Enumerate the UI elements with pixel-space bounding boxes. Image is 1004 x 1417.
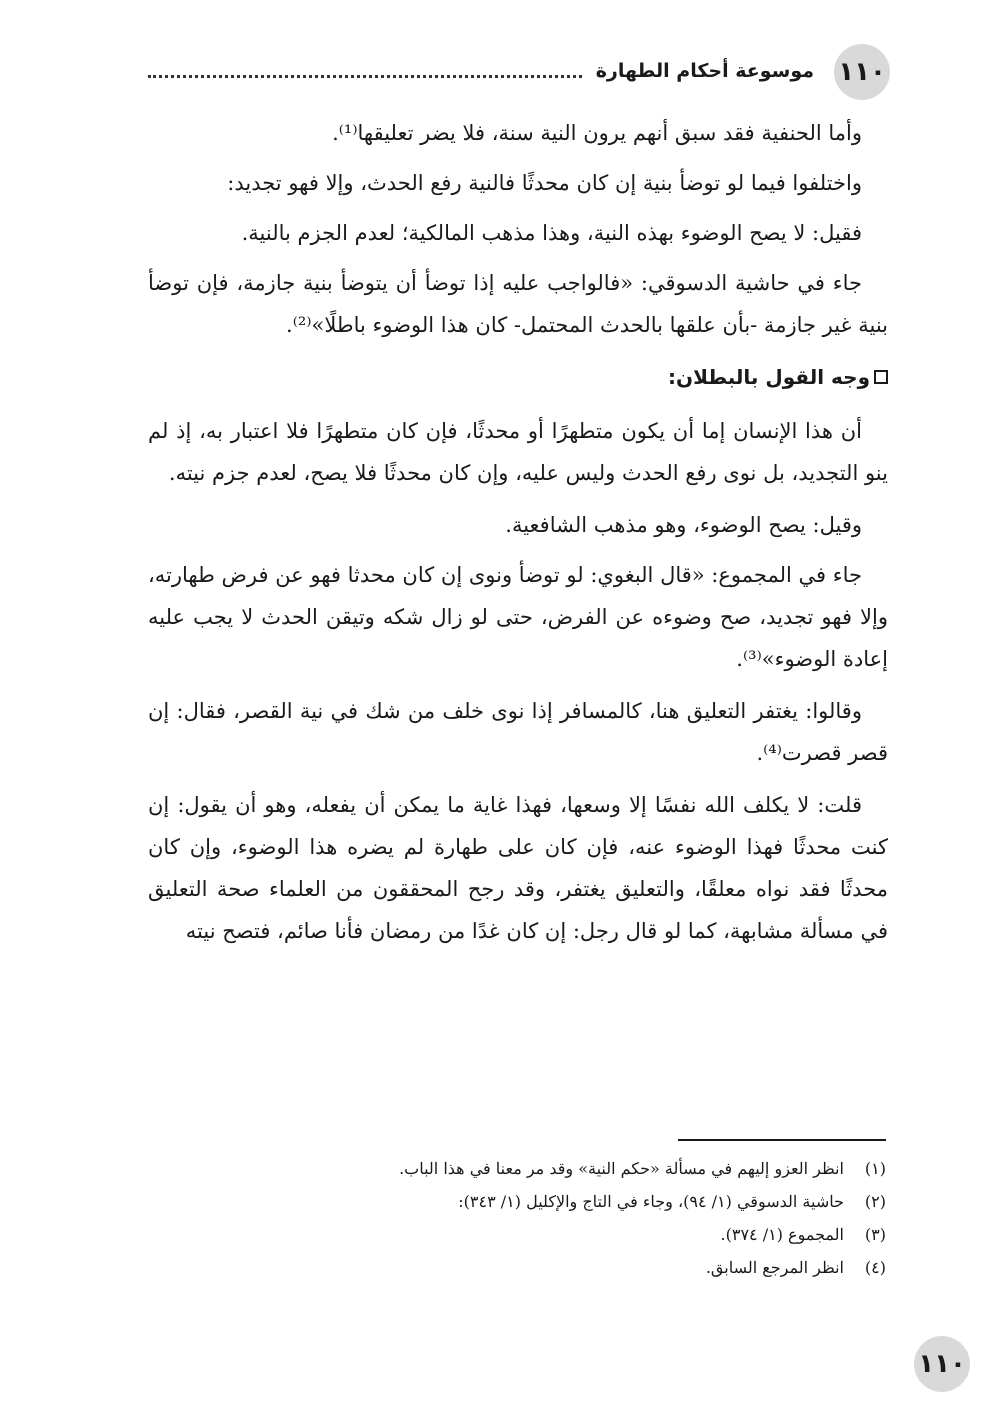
book-title: موسوعة أحكام الطهارة <box>595 60 814 82</box>
footnotes <box>300 1152 886 1284</box>
paragraph: جاء في المجموع: «قال البغوي: لو توضأ ونوى إن كان محدثا فهو عن فرض طهارته، وإلا فهو تجديد، صح وضوءه عن الفرض، حتى لو زال شكه وتيقن الحدث لا يجب عليه إعادة الوضوء»⁽³⁾. <box>148 563 888 671</box>
paragraph: فقيل: لا يصح الوضوء بهذه النية، وهذا مذهب المالكية؛ لعدم الجزم بالنية. <box>241 221 862 245</box>
footnote-text: انظر العزو إليهم في مسألة «حكم النية» وقد مر معنا في هذا الباب. <box>399 1159 844 1178</box>
footnote-number: (٣) <box>864 1225 886 1244</box>
footnote-text: المجموع (١/ ٣٧٤). <box>720 1225 844 1244</box>
paragraph: وأما الحنفية فقد سبق أنهم يرون النية سنة، فلا يضر تعليقها⁽¹⁾. <box>332 121 862 145</box>
footnote-number: (١) <box>864 1159 886 1178</box>
paragraph: وقيل: يصح الوضوء، وهو مذهب الشافعية. <box>505 513 862 537</box>
square-bullet-icon <box>874 370 888 384</box>
footnote-item <box>300 1251 886 1284</box>
section-heading-text: وجه القول بالبطلان: <box>668 365 870 389</box>
footnote-separator <box>678 1139 886 1141</box>
footnote-item <box>300 1152 886 1185</box>
footnote-number: (٢) <box>864 1192 886 1211</box>
paragraph: قلت: لا يكلف الله نفسًا إلا وسعها، فهذا غاية ما يمكن أن يفعله، وهو أن يقول: إن كنت محدثًا فهذا الوضوء عنه، فإن كان على طهارة لم يضره هذا الوضوء، وإن كان محدثًا فقد نواه معلقًا، والتعليق يغتفر، وقد رجح المحققون من العلماء صحة التعليق في مسألة مشابهة، كما لو قال رجل: إن كان غدًا من رمضان فأنا صائم، فتصح نيته <box>148 793 888 943</box>
footnote-item <box>300 1185 886 1218</box>
footnote-text: حاشية الدسوقي (١/ ٩٤)، وجاء في التاج والإكليل (١/ ٣٤٣): <box>458 1192 844 1211</box>
paragraph: أن هذا الإنسان إما أن يكون متطهرًا أو محدثًا، فإن كان متطهرًا فلا اعتبار به، إذ لم ينو التجديد، بل نوى رفع الحدث وليس عليه، وإن كان محدثًا فلا يصح، لعدم جزم نيته. <box>148 419 888 485</box>
running-header <box>148 56 828 86</box>
footnote-number: (٤) <box>864 1258 886 1277</box>
footer-page-number: ١١٠ <box>914 1336 970 1392</box>
main-text <box>148 112 888 962</box>
footnote-text: انظر المرجع السابق. <box>705 1258 844 1277</box>
header-dotted-leader <box>148 75 582 78</box>
paragraph: وقالوا: يغتفر التعليق هنا، كالمسافر إذا نوى خلف من شك في نية القصر، فقال: إن قصر قصرت⁽⁴⁾. <box>148 699 888 765</box>
header-page-number: ١١٠ <box>834 44 890 100</box>
footnote-item <box>300 1218 886 1251</box>
paragraph: جاء في حاشية الدسوقي: «فالواجب عليه إذا توضأ أن يتوضأ بنية جازمة، فإن توضأ بنية غير جازمة -بأن علقها بالحدث المحتمل- كان هذا الوضوء باطلًا»⁽²⁾. <box>148 271 888 337</box>
paragraph: واختلفوا فيما لو توضأ بنية إن كان محدثًا فالنية رفع الحدث، وإلا فهو تجديد: <box>227 171 862 195</box>
section-heading <box>148 356 888 398</box>
